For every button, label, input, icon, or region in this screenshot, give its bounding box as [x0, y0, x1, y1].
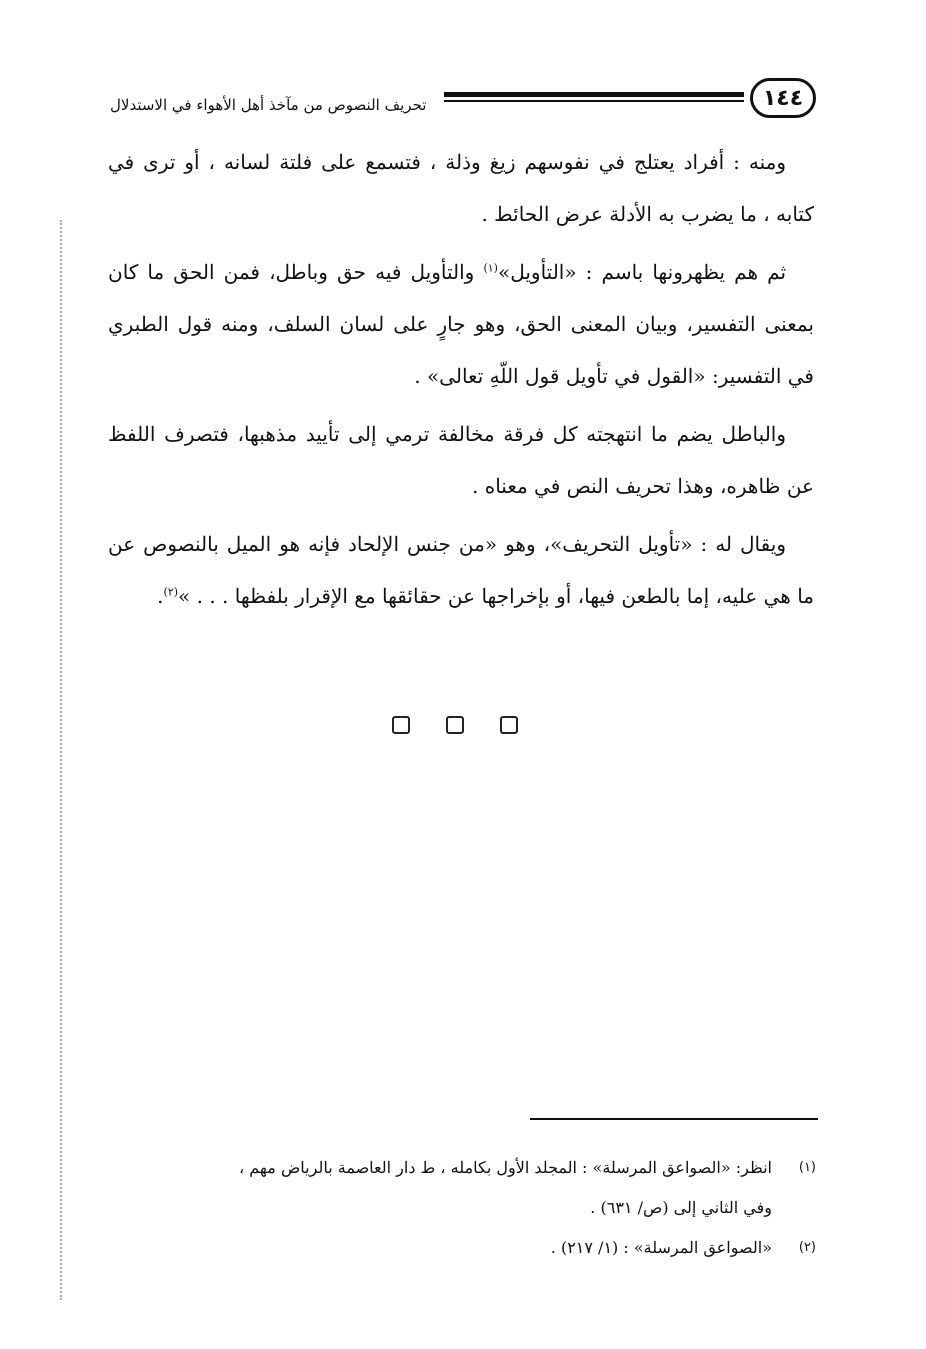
separator-square-icon: [446, 716, 464, 734]
footnote-1-number: (١): [798, 1160, 816, 1175]
header-rule-thin: [444, 100, 744, 102]
footnote-2-text: «الصواعق المرسلة» : (١/ ٢١٧) .: [550, 1238, 772, 1257]
footnote-1-line2: وفي الثاني إلى (ص/ ٦٣١) .: [590, 1198, 772, 1217]
separator-square-icon: [392, 716, 410, 734]
paragraph-4-end: .: [157, 584, 164, 608]
separator-square-icon: [500, 716, 518, 734]
section-separator: [392, 716, 532, 738]
footnote-ref-1: (١): [483, 261, 498, 275]
footnote-2: [100, 1228, 816, 1268]
paragraph-2-start: ثم هم يظهرونها باسم : «التأويل»: [497, 260, 787, 284]
paragraph-2-tail: والتأويل فيه حق وباطل، فمن الحق: [173, 260, 475, 284]
header-title: تحريف النصوص من مآخذ أهل الأهواء في الاستدلال: [110, 96, 427, 114]
paragraph-2-cont: ما كان بمعنى التفسير، وبيان المعنى الحق، وهو جارٍ على لسان السلف، ومنه قول الطبري في التفسير: «القول في تأويل قول اللّهِ تعالى» .: [108, 260, 814, 388]
running-header: [110, 78, 816, 134]
body-text: [108, 136, 814, 622]
paragraph-4-text: ويقال له : «تأويل التحريف»، وهو «من جنس الإلحاد فإنه هو الميل بالنصوص عن ما هي عليه، إما بالطعن فيها، أو بإخراجها عن حقائقها مع الإقرار بلفظها . . . »: [108, 532, 814, 608]
footnote-ref-2: (٢): [163, 585, 179, 599]
header-rule-thick: [444, 92, 744, 97]
paragraph-3: والباطل يضم ما انتهجته كل فرقة مخالفة ترمي إلى تأييد مذهبها، فتصرف اللفظ عن ظاهره، وهذا تحريف النص في معناه .: [108, 422, 814, 498]
paragraph-2: [108, 246, 814, 402]
footnote-1: [100, 1148, 816, 1188]
paragraph-4: [108, 518, 814, 622]
footnote-1-line1: انظر: «الصواعق المرسلة» : المجلد الأول بكامله ، ط دار العاصمة بالرياض مهم ،: [239, 1158, 772, 1177]
margin-dotted-line: [60, 220, 62, 1300]
footnote-2-number: (٢): [798, 1240, 816, 1255]
footnotes: [100, 1148, 816, 1268]
footnote-rule: [530, 1118, 818, 1120]
page-number: ١٤٤: [750, 78, 816, 118]
paragraph-1: ومنه : أفراد يعتلج في نفوسهم زيغ وذلة ، فتسمع على فلتة لسانه ، أو ترى في كتابه ، ما يضرب به الأدلة عرض الحائط .: [108, 150, 814, 226]
